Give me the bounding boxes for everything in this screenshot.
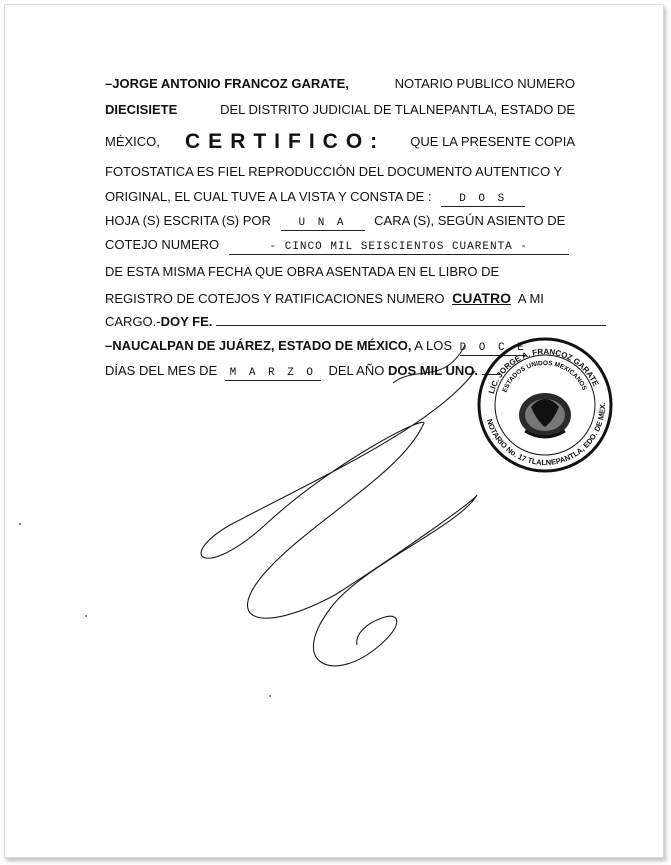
seal-inner-text: ESTADOS UNIDOS MEXICANOS [501, 359, 588, 394]
sides-count-value: U N A [281, 216, 365, 231]
certifico-rest: QUE LA PRESENTE COPIA [410, 134, 575, 149]
day-value: D O C E [459, 342, 527, 354]
speck [85, 615, 87, 617]
certifico-heading: CERTIFICO: [185, 130, 386, 153]
line11-rest: A LOS [414, 338, 452, 353]
line12-lead: DÍAS DEL MES DE [105, 363, 218, 378]
line6-lead: HOJA (S) ESCRITA (S) POR [105, 213, 271, 228]
doy-fe: DOY FE. [160, 314, 213, 329]
seal-top-text: LIC. JORGE A. FRANCOZ GARATE [486, 347, 601, 395]
pages-count-value: D O S [441, 192, 525, 207]
district-text: DEL DISTRITO JUDICIAL DE TLALNEPANTLA, ESTADO DE [220, 102, 575, 117]
signature [5, 5, 664, 858]
register-number-value: CUATRO [452, 290, 511, 306]
notary-name: –JORGE ANTONIO FRANCOZ GARATE, [105, 76, 349, 91]
line6-rest: CARA (S), SEGÚN ASIENTO DE [374, 213, 566, 228]
year-text: DOS MIL UNO. [387, 363, 479, 378]
mexico-label: MÉXICO, [105, 134, 160, 149]
document-page [4, 4, 664, 858]
line10-lead: CARGO.- [105, 314, 161, 329]
line4-text: FOTOSTATICA ES FIEL REPRODUCCIÓN DEL DOCUMENTO AUTENTICO Y [105, 164, 563, 179]
speck [269, 695, 271, 697]
line12-mid: DEL AÑO [328, 363, 385, 378]
line7-lead: COTEJO NUMERO [105, 237, 220, 252]
notary-number: DIECISIETE [105, 102, 178, 117]
line5-text: ORIGINAL, EL CUAL TUVE A LA VISTA Y CONSTA DE : [105, 189, 432, 204]
line8-text: DE ESTA MISMA FECHA QUE OBRA ASENTADA EN EL LIBRO DE [105, 264, 500, 279]
seal-outer-text: NOTARIO No. 17 TLALNEPANTLA, EDO. DE MEX. [484, 402, 608, 468]
speck [19, 523, 21, 525]
month-value: M A R Z O [225, 366, 321, 381]
cotejo-number-value: - CINCO MIL SEISCIENTOS CUARENTA - [229, 240, 569, 255]
notary-title: NOTARIO PUBLICO NUMERO [394, 76, 575, 91]
line9-rest: A MI [517, 291, 544, 306]
place-text: –NAUCALPAN DE JUÁREZ, ESTADO DE MÉXICO, [105, 338, 412, 353]
line9-lead: REGISTRO DE COTEJOS Y RATIFICACIONES NUMERO [105, 291, 445, 306]
